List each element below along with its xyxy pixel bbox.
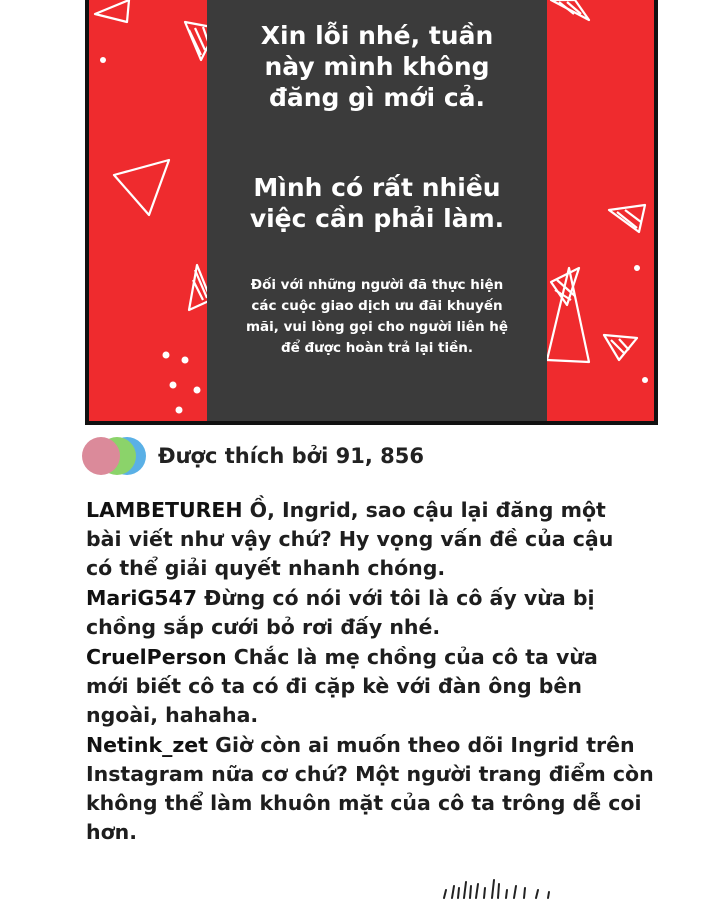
comment-text: không thể làm khuôn mặt của cô ta trông dễ coi <box>86 791 642 815</box>
comment-text: Ồ, Ingrid, sao cậu lại đăng một <box>242 498 606 522</box>
comment-text: mới biết cô ta có đi cặp kè với đàn ông bên <box>86 674 582 698</box>
likes-count-text[interactable]: Được thích bởi 91, 856 <box>158 444 424 468</box>
apology-message <box>207 20 547 113</box>
notice-line: các cuộc giao dịch ưu đãi khuyến <box>251 298 503 314</box>
comment-item <box>86 731 686 847</box>
post-image <box>85 0 658 425</box>
comment-item <box>86 643 686 730</box>
message-panel <box>207 0 547 421</box>
message-line: Xin lỗi nhé, tuần <box>260 21 494 50</box>
comment-text: Chắc là mẹ chồng của cô ta vừa <box>226 645 598 669</box>
comment-text: bài viết như vậy chứ? Hy vọng vấn đề của cậu <box>86 527 614 551</box>
message-line: Mình có rất nhiều <box>253 173 501 202</box>
comment-text: Instagram nữa cơ chứ? Một người trang điểm còn <box>86 762 654 786</box>
comment-item <box>86 496 686 583</box>
likes-row[interactable] <box>82 436 424 476</box>
comment-username[interactable]: LAMBETUREH <box>86 498 243 522</box>
comment-username[interactable]: CruelPerson <box>86 645 227 669</box>
scribble-marks-decoration <box>440 876 570 900</box>
comment-text: Giờ còn ai muốn theo dõi Ingrid trên <box>208 733 635 757</box>
comment-text: Đừng có nói với tôi là cô ấy vừa bị <box>197 586 595 610</box>
refund-notice <box>232 275 522 359</box>
notice-line: Đối với những người đã thực hiện <box>250 277 504 293</box>
comment-item <box>86 584 686 642</box>
comment-username[interactable]: MariG547 <box>86 586 197 610</box>
busy-message <box>207 172 547 234</box>
comment-text: ngoài, hahaha. <box>86 703 259 727</box>
notice-line: để được hoàn trả lại tiền. <box>280 340 474 356</box>
comment-text: hơn. <box>86 820 138 844</box>
liker-avatars <box>82 436 148 476</box>
notice-line: mãi, vui lòng gọi cho người liên hệ <box>245 319 509 335</box>
comment-text: có thể giải quyết nhanh chóng. <box>86 556 446 580</box>
message-line: đăng gì mới cả. <box>268 83 485 112</box>
message-line: việc cần phải làm. <box>249 204 505 233</box>
comment-list <box>86 496 686 847</box>
comment-username[interactable]: Netink_zet <box>86 733 208 757</box>
avatar <box>82 437 120 475</box>
comment-text: chồng sắp cưới bỏ rơi đấy nhé. <box>86 615 441 639</box>
message-line: này mình không <box>264 52 490 81</box>
